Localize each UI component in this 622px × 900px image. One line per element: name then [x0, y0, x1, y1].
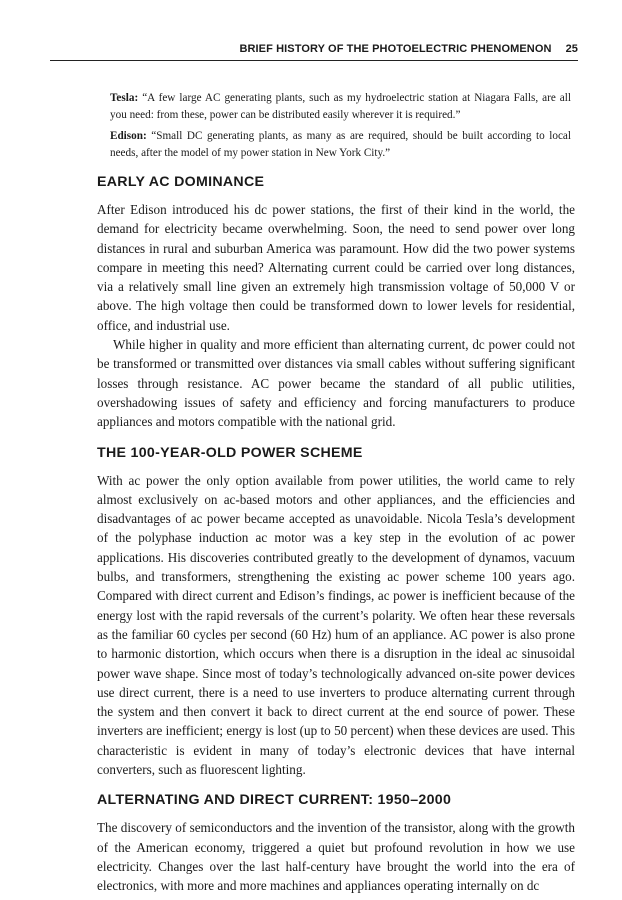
running-head-title: BRIEF HISTORY OF THE PHOTOELECTRIC PHENOMENON	[239, 43, 552, 55]
section-heading-early-ac-dominance: EARLY AC DOMINANCE	[97, 174, 265, 190]
page-content	[97, 90, 575, 896]
page-number: 25	[565, 43, 578, 55]
section-heading-power-scheme: THE 100-YEAR-OLD POWER SCHEME	[97, 444, 363, 461]
quote-speaker: Edison:	[110, 130, 147, 142]
body-paragraph: While higher in quality and more efficient than alternating current, dc power could not be transformed or transmitted over distances via small cables without suffering significant losses through resistance. AC power became the standard of all public utilities, overshadowing issues of safety and efficiency and forcing manufacturers to produce appliances and motors compatible with the national grid.	[97, 337, 575, 430]
running-head	[50, 40, 578, 61]
quote-edison	[110, 128, 571, 161]
body-paragraph: After Edison introduced his dc power stations, the first of their kind in the world, the demand for electricity became overwhelming. Soon, the need to send power over long distances in rural and suburban America was paramount. How did the two power systems compare in meeting this need? Alternating current could be carried over long distances, via a relatively small line given an extremely high transmission voltage of 50,000 V or above. The high voltage then could be transformed down to lower levels for residential, office, and industrial use.	[97, 202, 575, 333]
quote-speaker: Tesla:	[110, 92, 139, 104]
quote-text: “A few large AC generating plants, such as my hydroelectric station at Niagara Falls, are all you need: from these, power can be distributed easily wherever it is required.”	[110, 92, 571, 121]
quote-block	[97, 90, 575, 161]
quote-tesla	[110, 90, 571, 123]
quote-text: “Small DC generating plants, as many as are required, should be built according to local needs, after the model of my power station in New York City.”	[110, 130, 572, 159]
section-heading-alternating-direct-current: ALTERNATING AND DIRECT CURRENT: 1950–2000	[97, 792, 452, 809]
body-paragraph: With ac power the only option available from power utilities, the world came to rely almost exclusively on ac-based motors and other appliances, and the efficiencies and disadvantages of ac power became accepted as unavoidable. Nicola Tesla’s development of the polyphase induction ac motor was a key step in the evolution of ac power applications. His discoveries contributed greatly to the development of dynamos, vacuum bulbs, and transformers, strengthening the existing ac power scheme 100 years ago. Compared with direct current and Edison’s findings, ac power is inefficient because of the energy lost with the rapid reversals of the current’s polarity. We often hear these reversals as the familiar 60 cycles per second (60 Hz) hum of an appliance. AC power is also prone to harmonic distortion, which occurs when there is a disruption in the ideal ac sinusoidal power wave shape. Since most of today’s technologically advanced on-site power devices use direct current, there is a need to use inverters to produce alternating current through the system and then convert it back to direct current at the end source of power. These inverters are inefficient; energy is lost (up to 50 percent) when these devices are used. This characteristic is evident in many of today’s electronic devices that have internal converters, such as fluorescent lighting.	[97, 472, 575, 778]
body-paragraph: The discovery of semiconductors and the invention of the transistor, along with the growth of the American economy, triggered a quiet but profound revolution in how we use electricity. Changes over the last half-century have brought the world into the era of electronics, with more and more machines and appliances operating internally on dc	[97, 820, 575, 894]
